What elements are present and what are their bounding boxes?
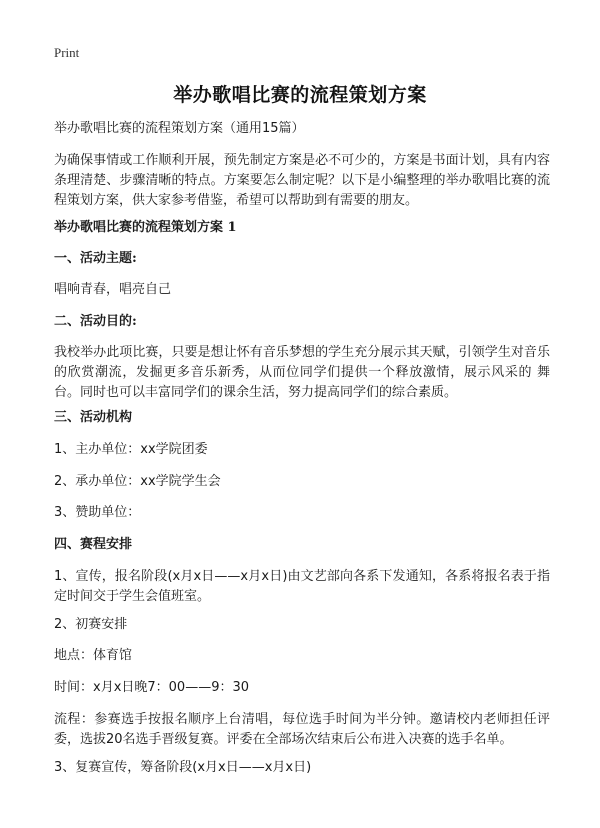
purpose-paragraph: 我校举办此项比赛，只要是想让怀有音乐梦想的学生充分展示其天赋，引领学生对音乐的欣赏潮流，发掘更多音乐新秀，从而位同学们提供一个释放激情，展示风采的 舞台。同时也可以丰富同学们的课余生活，努力提高同学们的综合素质。	[54, 345, 550, 400]
org-host: 1、主办单位：xx学院团委	[54, 442, 208, 457]
theme-text: 唱响青春，唱亮自己	[54, 282, 172, 297]
org-heading: 三、活动机构	[54, 410, 133, 425]
schedule-heading: 四、赛程安排	[54, 537, 133, 552]
page-title: 举办歌唱比赛的流程策划方案	[173, 84, 427, 106]
subtitle: 举办歌唱比赛的流程策划方案（通用15篇）	[54, 121, 305, 136]
prelim-time: 时间：x月x日晚7：00——9：30	[54, 680, 250, 695]
section-heading: 举办歌唱比赛的流程策划方案 1	[54, 220, 237, 235]
intro-paragraph: 为确保事情或工作顺利开展，预先制定方案是必不可少的，方案是书面计划，具有内容条理清楚、步骤清晰的特点。方案要怎么制定呢？以下是小编整理的举办歌唱比赛的流程策划方案，供大家参考借鉴，希望可以帮助到有需要的朋友。	[54, 153, 550, 208]
theme-heading: 一、活动主题:	[54, 251, 137, 266]
schedule-publicity: 1、宣传，报名阶段(x月x日——x月x日)由文艺部向各系下发通知，各系将报名表于指定时间交于学生会值班室。	[54, 569, 550, 604]
prelim-process: 流程：参赛选手按报名顺序上台清唱，每位选手时间为半分钟。邀请校内老师担任评委，选拔20名选手晋级复赛。评委在全部场次结束后公布进入决赛的选手名单。	[54, 712, 550, 747]
org-organizer: 2、承办单位：xx学院学生会	[54, 474, 221, 489]
rematch-title: 3、复赛宣传，筹备阶段(x月x日——x月x日)	[54, 760, 312, 775]
purpose-heading: 二、活动目的:	[54, 314, 137, 329]
prelim-location: 地点：体育馆	[54, 648, 133, 663]
prelim-title: 2、初赛安排	[54, 617, 128, 632]
org-sponsor: 3、赞助单位：	[54, 505, 141, 520]
print-link[interactable]: Print	[54, 45, 80, 60]
